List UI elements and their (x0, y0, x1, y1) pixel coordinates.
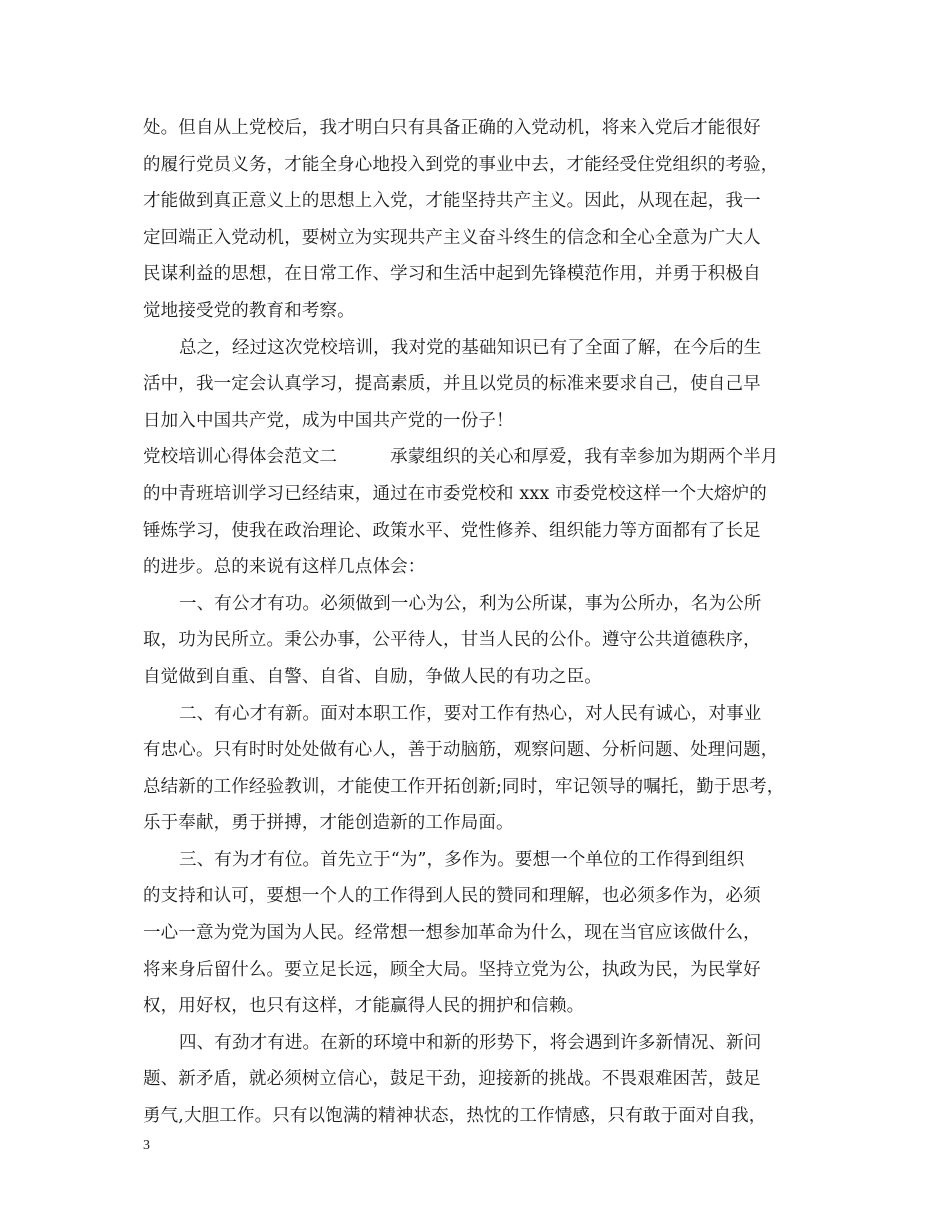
text-line: 的履行党员义务，才能全身心地投入到党的事业中去，才能经受住党组织的考验， (143, 154, 779, 175)
text-line: 觉地接受党的教育和考察。 (143, 300, 355, 321)
text-line: 锤炼学习，使我在政治理论、政策水平、党性修养、组织能力等方面都有了长足 (143, 520, 761, 541)
text-line: 自觉做到自重、自警、自省、自励，争做人民的有功之臣。 (143, 666, 602, 687)
text-line: 民谋利益的思想，在日常工作、学习和生活中起到先锋模范作用，并勇于积极自 (143, 264, 761, 285)
text-line: 总之，经过这次党校培训，我对党的基础知识已有了全面了解，在今后的生 (179, 337, 762, 358)
text-line: 的中青班培训学习已经结束，通过在市委党校和 xxx 市委党校这样一个大熔炉的 (143, 483, 767, 504)
text-line: 活中，我一定会认真学习，提高素质，并且以党员的标准来要求自己，使自己早 (143, 374, 761, 395)
text-line: 乐于奉献，勇于拼搏，才能创造新的工作局面。 (143, 813, 514, 834)
text-line: 党校培训心得体会范文二 承蒙组织的关心和厚爱，我有幸参加为期两个半月 (143, 447, 779, 468)
text-line: 的支持和认可，要想一个人的工作得到人民的赞同和理解，也必须多作为，必须 (143, 886, 761, 907)
text-line: 三、有为才有位。首先立于“为”，多作为。要想一个单位的工作得到组织 (179, 849, 745, 870)
text-line: 总结新的工作经验教训，才能使工作开拓创新;同时，牢记领导的嘱托，勤于思考， (143, 776, 785, 797)
text-line: 处。但自从上党校后，我才明白只有具备正确的入党动机，将来入党后才能很好 (143, 118, 761, 138)
text-line: 勇气,大胆工作。只有以饱满的精神状态，热忱的工作情感，只有敢于面对自我， (143, 1106, 767, 1127)
document-page (143, 110, 813, 1135)
text-line: 取，功为民所立。秉公办事，公平待人，甘当人民的公仆。遵守公共道德秩序， (143, 630, 761, 651)
text-line: 题、新矛盾，就必须树立信心，鼓足干劲，迎接新的挑战。不畏艰难困苦，鼓足 (143, 1069, 761, 1090)
text-line: 有忠心。只有时时处处做有心人，善于动脑筋，观察问题、分析问题、处理问题， (143, 740, 779, 761)
text-line: 二、有心才有新。面对本职工作，要对工作有热心，对人民有诚心，对事业 (179, 703, 762, 724)
text-line: 定回端正入党动机，要树立为实现共产主义奋斗终生的信念和全心全意为广大人 (143, 227, 761, 248)
text-line: 日加入中国共产党，成为中国共产党的一份子！ (143, 410, 514, 431)
text-line: 一心一意为党为国为人民。经常想一想参加革命为什么，现在当官应该做什么， (143, 923, 761, 944)
body-text (143, 110, 813, 1135)
text-line: 才能做到真正意义上的思想上入党，才能坚持共产主义。因此，从现在起，我一 (143, 191, 761, 212)
text-line: 的进步。总的来说有这样几点体会： (143, 557, 426, 578)
text-line: 将来身后留什么。要立足长远，顾全大局。坚持立党为公，执政为民，为民掌好 (143, 959, 761, 980)
page-number: 3 (143, 1138, 150, 1153)
text-line: 权，用好权，也只有这样，才能赢得人民的拥护和信赖。 (143, 996, 585, 1017)
text-line: 四、有劲才有进。在新的环境中和新的形势下，将会遇到许多新情况、新问 (179, 1032, 762, 1053)
text-line: 一、有公才有功。必须做到一心为公，利为公所谋，事为公所办，名为公所 (179, 593, 762, 614)
